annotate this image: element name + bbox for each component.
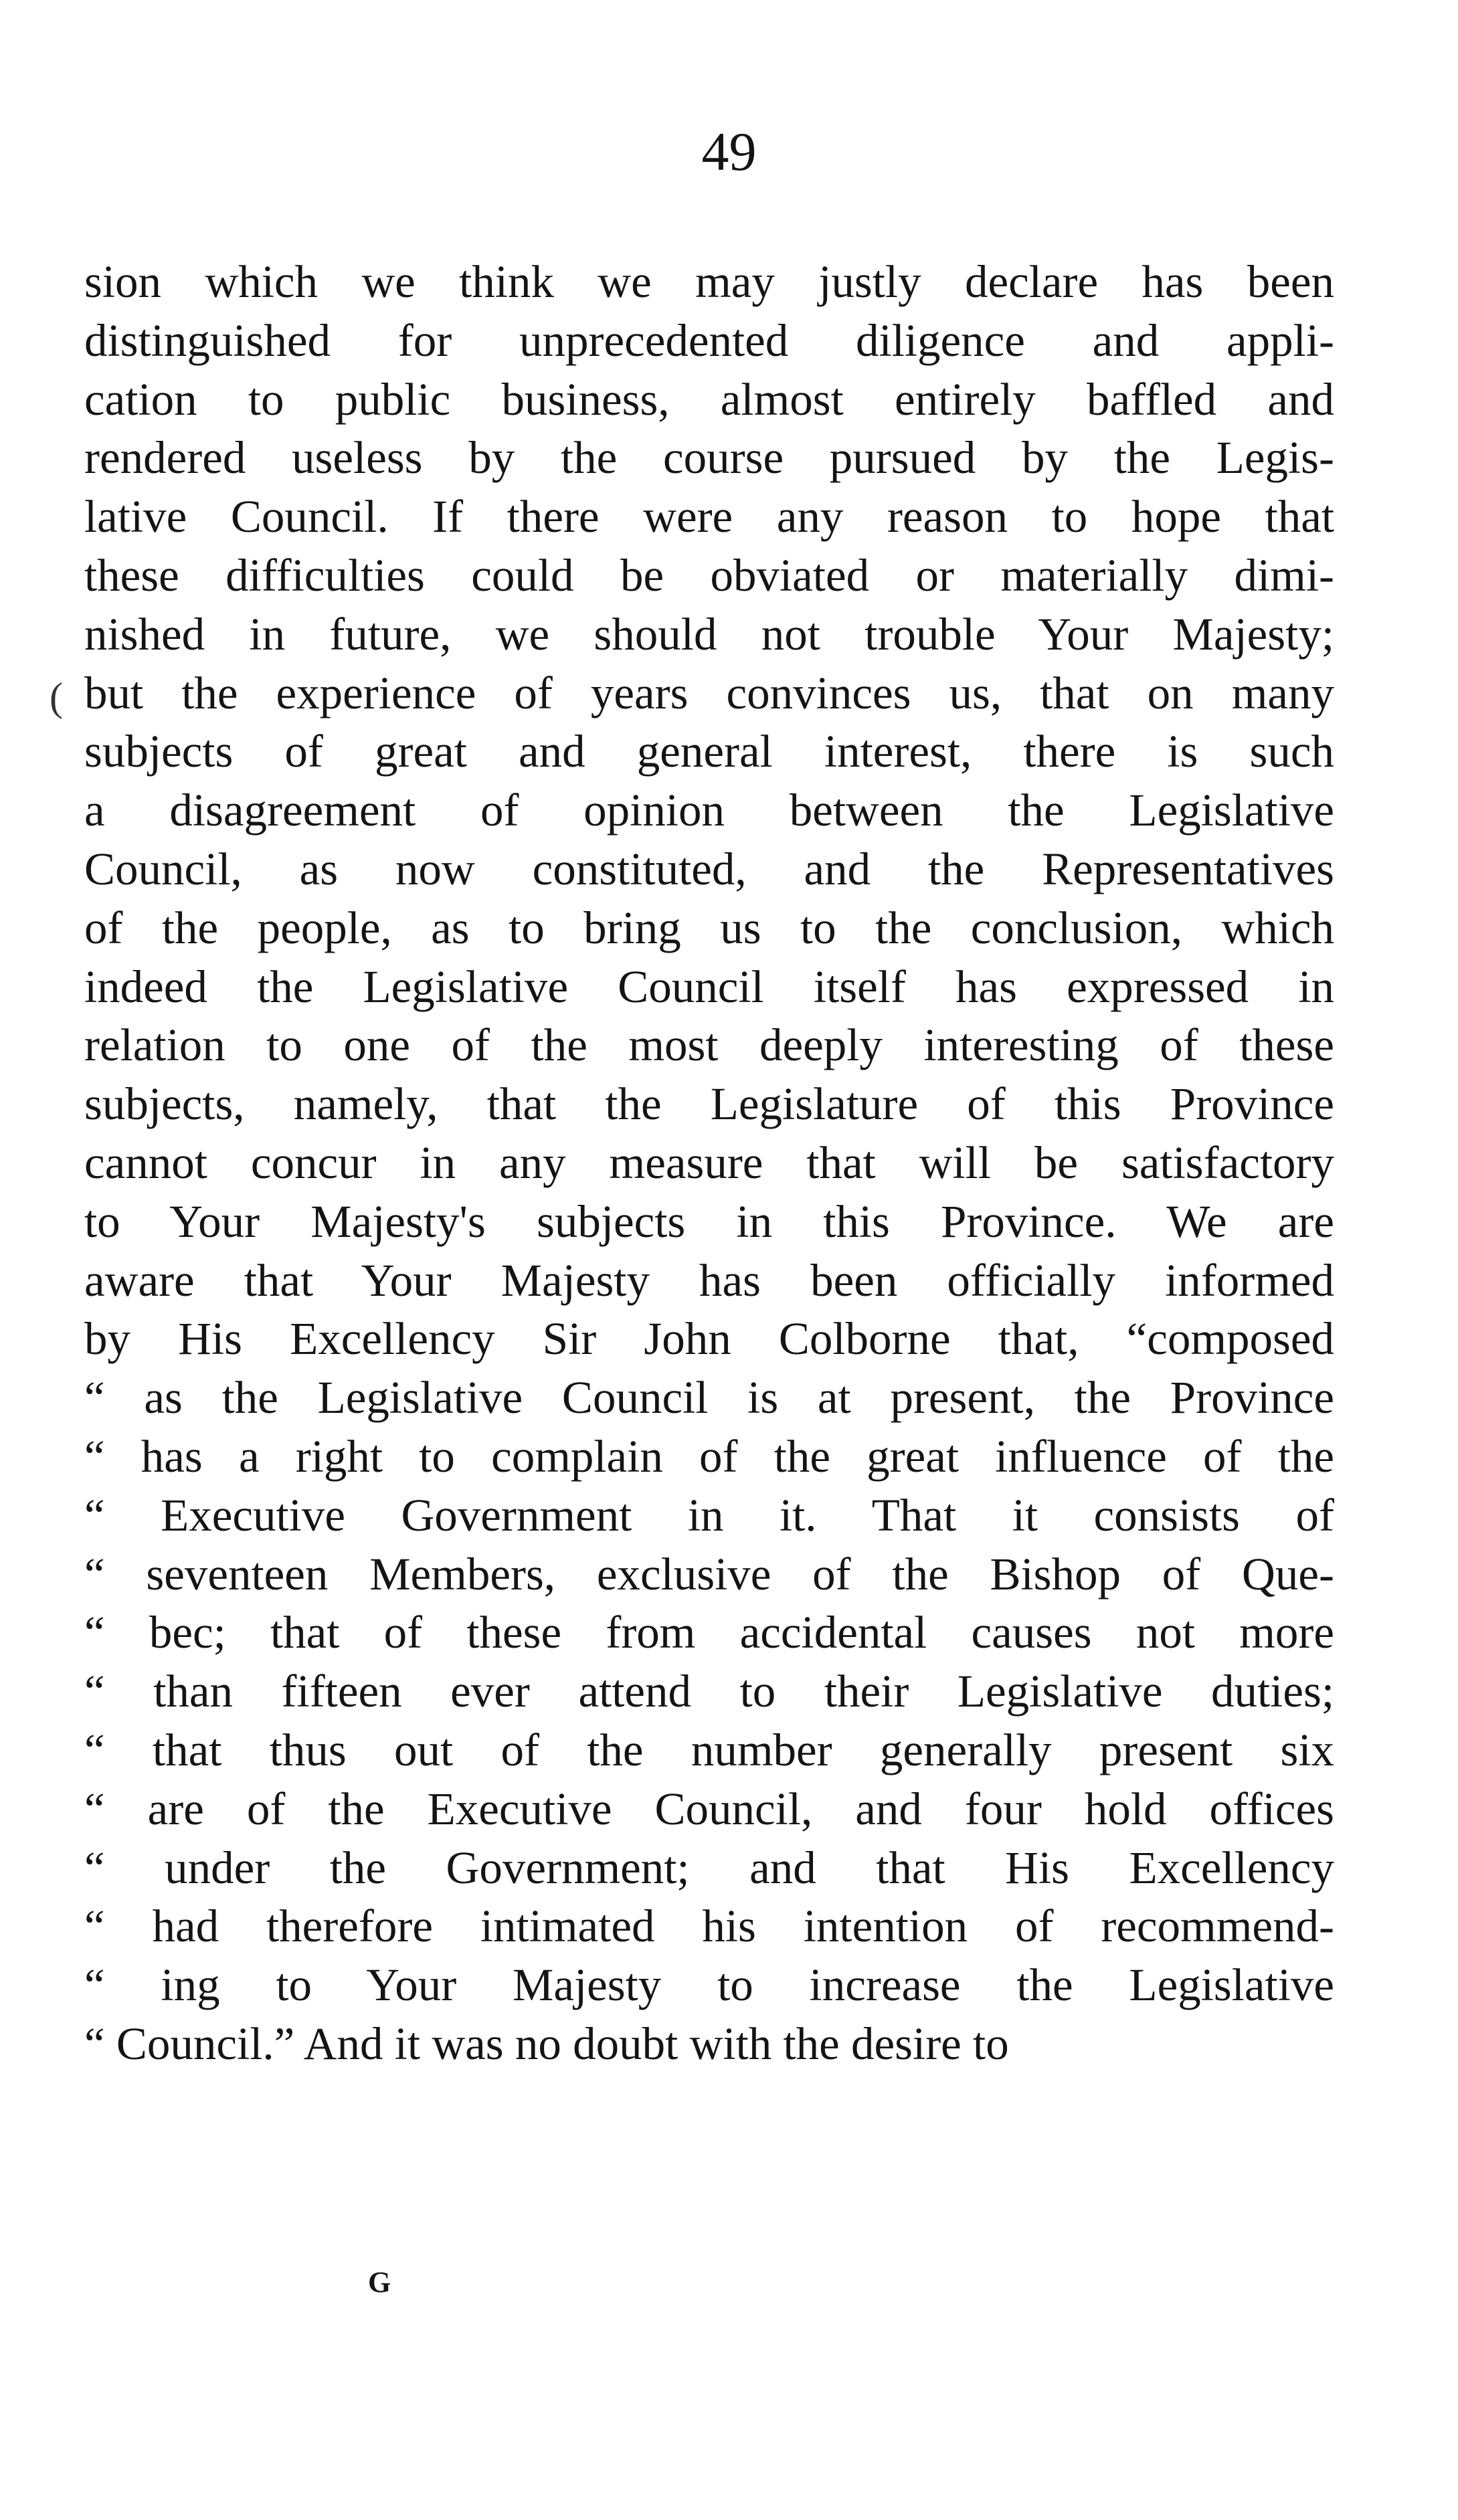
text-line: “ as the Legislative Council is at present, the Province (84, 1372, 1334, 1424)
text-line: cannot concur in any measure that will be satisfactory (84, 1137, 1334, 1188)
text-line: “ that thus out of the number generally present six (84, 1724, 1334, 1775)
text-line: “ under the Government; and that His Excellency (84, 1842, 1334, 1893)
text-line: by His Excellency Sir John Colborne that, “composed (84, 1313, 1334, 1365)
text-line: “ Council.” And it was no doubt with the desire to (84, 2018, 1009, 2069)
text-line: “ bec; that of these from accidental causes not more (84, 1607, 1334, 1658)
text-line: indeed the Legislative Council itself has expressed in (84, 961, 1334, 1012)
text-line: “ seventeen Members, exclusive of the Bishop of Que- (84, 1548, 1334, 1600)
text-line: “ had therefore intimated his intention of recommend- (84, 1901, 1334, 1952)
text-line: to Your Majesty's subjects in this Province. We are (84, 1195, 1334, 1247)
text-line: rendered useless by the course pursued by the Legis- (84, 432, 1334, 484)
text-line: of the people, as to bring us to the conclusion, which (84, 902, 1334, 953)
text-line: sion which we think we may justly declare has been (84, 256, 1334, 307)
margin-mark: ( (50, 675, 63, 719)
text-line: but the experience of years convinces us, that on many (84, 667, 1334, 718)
text-line: a disagreement of opinion between the Legislative (84, 785, 1334, 836)
text-line: cation to public business, almost entirely baffled and (84, 373, 1334, 425)
text-line: distinguished for unprecedented diligence and appli- (84, 314, 1334, 366)
text-line: lative Council. If there were any reason to hope that (84, 491, 1334, 543)
page-number: 49 (701, 121, 757, 182)
text-line: “ ing to Your Majesty to increase the Legislative (84, 1959, 1334, 2011)
text-line: “ than fifteen ever attend to their Legislative duties; (84, 1666, 1334, 1717)
text-line: nished in future, we should not trouble Your Majesty; (84, 608, 1334, 660)
text-line: “ has a right to complain of the great influence of the (84, 1430, 1334, 1482)
text-line: Council, as now constituted, and the Representatives (84, 843, 1334, 894)
text-line: “ are of the Executive Council, and four hold offices (84, 1783, 1334, 1834)
signature-mark: G (368, 2266, 391, 2299)
text-line: these difficulties could be obviated or materially dimi- (84, 549, 1334, 601)
text-line: relation to one of the most deeply interesting of these (84, 1020, 1334, 1071)
text-line: aware that Your Majesty has been officially informed (84, 1254, 1334, 1306)
text-line: subjects of great and general interest, there is such (84, 726, 1334, 777)
text-line: subjects, namely, that the Legislature of this Province (84, 1078, 1334, 1130)
body-text (84, 253, 1334, 2074)
text-line: “ Executive Government in it. That it consists of (84, 1489, 1334, 1541)
